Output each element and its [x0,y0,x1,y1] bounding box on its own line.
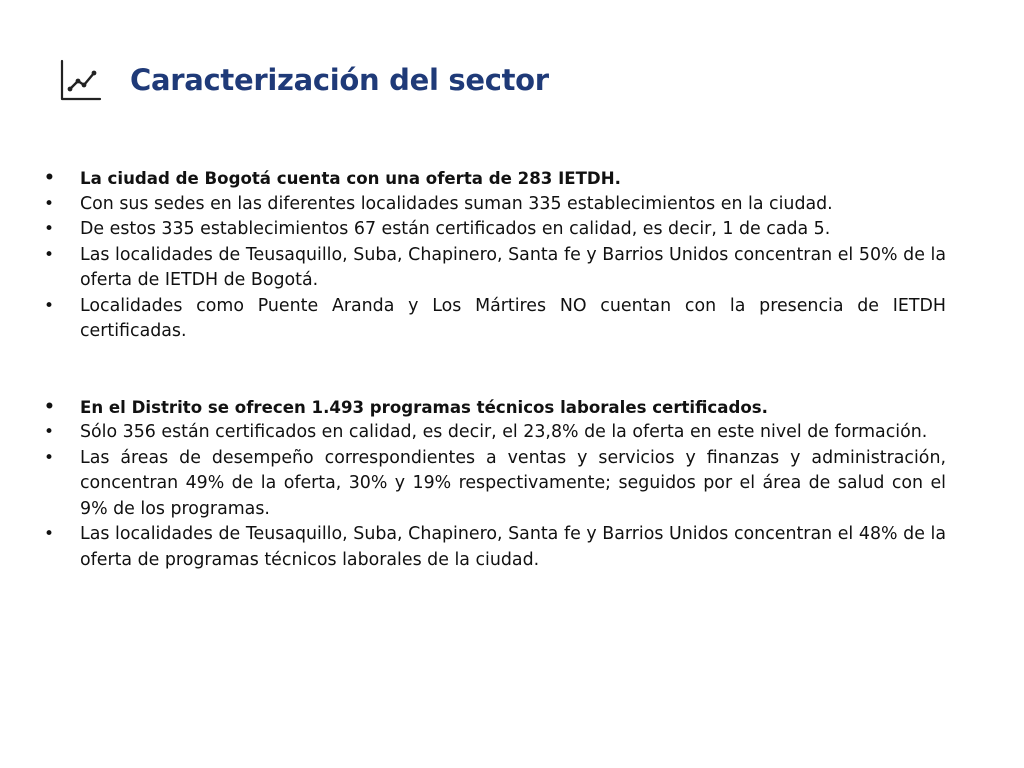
bullet-item [44,243,946,294]
title-row [60,56,549,104]
slide-content [44,166,946,573]
bullet-text: En el Distrito se ofrecen 1.493 programas técnicos laborales certificados. [80,397,768,417]
bullet-dot: • [44,244,55,265]
bullet-dot: • [44,396,55,417]
bullet-dot: • [44,168,55,188]
group-spacer [44,345,946,395]
bullet-text: Las localidades de Teusaquillo, Suba, Chapinero, Santa fe y Barrios Unidos concentran el 48% de la oferta de programas técnicos laborales de la ciudad. [80,524,946,570]
line-chart-icon [60,59,102,101]
bullet-dot: • [44,219,55,239]
bullet-item [44,395,946,421]
bullet-text: La ciudad de Bogotá cuenta con una oferta de 283 IETDH. [80,169,621,188]
bullet-text: Localidades como Puente Aranda y Los Mártires NO cuentan con la presencia de IETDH certificadas. [80,295,946,341]
bullet-item [44,446,946,523]
bullet-dot: • [44,447,55,468]
bullet-item [44,294,946,345]
bullet-dot: • [44,295,55,316]
bullet-dot: • [44,193,55,214]
bullet-text: De estos 335 establecimientos 67 están certificados en calidad, es decir, 1 de cada 5. [80,219,831,239]
bullet-item [44,192,946,218]
bullet-list-programs [44,395,946,574]
bullet-dot: • [44,422,55,442]
bullet-text: Las áreas de desempeño correspondientes a ventas y servicios y finanzas y administración, concentran 49% de la oferta, 30% y 19% respectivamente; seguidos por el área de salud con el 9% de los programas. [80,447,946,519]
bullet-list-facilities [44,166,946,345]
slide-title: Caracterización del sector [130,63,549,97]
bullet-item [44,420,946,446]
bullet-text: Con sus sedes en las diferentes localidades suman 335 establecimientos en la ciudad. [80,193,833,214]
bullet-item [44,522,946,573]
bullet-text: Las localidades de Teusaquillo, Suba, Chapinero, Santa fe y Barrios Unidos concentran el 50% de la oferta de IETDH de Bogotá. [80,244,946,290]
bullet-dot: • [44,524,55,544]
bullet-text: Sólo 356 están certificados en calidad, es decir, el 23,8% de la oferta en este nivel de formación. [80,422,928,442]
bullet-item [44,166,946,192]
bullet-item [44,217,946,243]
